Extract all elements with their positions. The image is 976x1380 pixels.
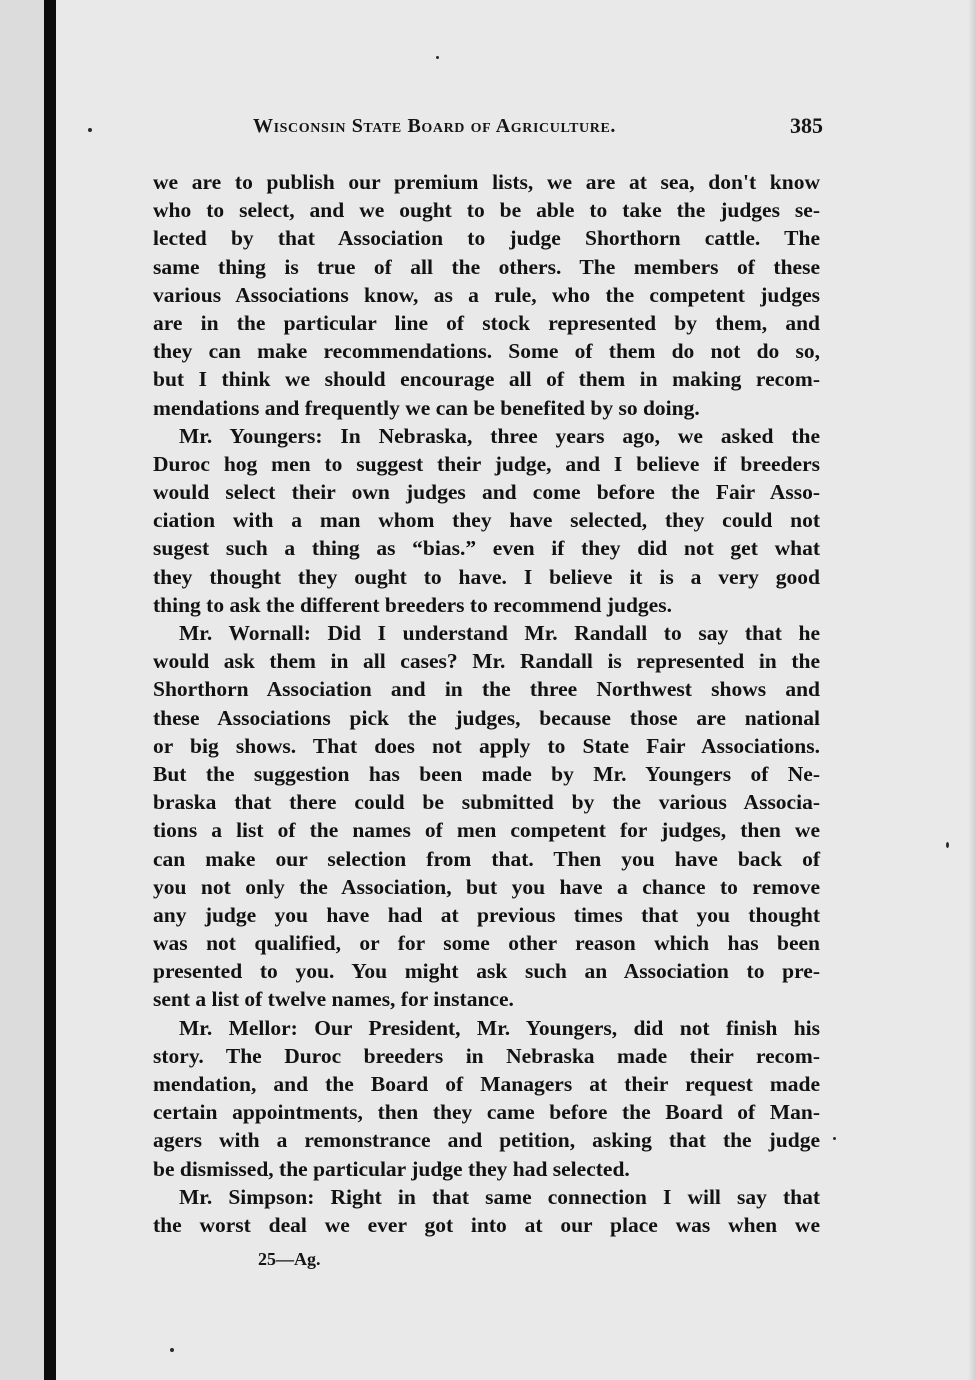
text-line: we are to publish our premium lists, we are at sea, don't know xyxy=(153,170,820,194)
text-line: can make our selection from that. Then you have back of xyxy=(153,846,820,871)
paragraph-start-wornall: Mr. Wornall: Did I understand Mr. Randall to say that he xyxy=(179,621,820,645)
paragraph-start-simpson: Mr. Simpson: Right in that same connection I will say that xyxy=(179,1184,820,1209)
running-title: Wisconsin State Board of Agriculture. xyxy=(253,115,617,137)
text-line: these Associations pick the judges, because those are national xyxy=(153,705,820,730)
signature-mark: 25—Ag. xyxy=(258,1249,321,1269)
paragraph-start-youngers: Mr. Youngers: In Nebraska, three years ago, we asked the xyxy=(179,423,820,448)
text-line: braska that there could be submitted by the various Associa- xyxy=(153,790,820,815)
text-line: was not qualified, or for some other reason which has been xyxy=(153,931,820,956)
text-line: But the suggestion has been made by Mr. Youngers of Ne- xyxy=(153,761,820,786)
text-line: thing to ask the different breeders to recommend judges. xyxy=(153,592,672,617)
text-line: ciation with a man whom they have selected, they could not xyxy=(153,508,820,533)
paragraph-start-mellor: Mr. Mellor: Our President, Mr. Youngers, did not finish his xyxy=(179,1015,820,1040)
book-spine-shadow xyxy=(44,0,56,1380)
text-line: they can make recommendations. Some of them do not do so, xyxy=(153,339,820,364)
paper-speck xyxy=(946,842,949,848)
text-line: Shorthorn Association and in the three Northwest shows and xyxy=(153,677,820,702)
text-line: lected by that Association to judge Shorthorn cattle. The xyxy=(153,226,820,251)
text-line: mendations and frequently we can be benefited by so doing. xyxy=(153,395,700,420)
body-text xyxy=(153,168,820,1239)
text-line: sugest such a thing as “bias.” even if they did not get what xyxy=(153,536,820,561)
text-line: they thought they ought to have. I believe it is a very good xyxy=(153,564,820,589)
text-line: mendation, and the Board of Managers at their request made xyxy=(153,1072,820,1096)
text-line: or big shows. That does not apply to State Fair Associations. xyxy=(153,733,820,758)
paper-speck xyxy=(170,1348,174,1352)
text-line: any judge you have had at previous times that you thought xyxy=(153,902,820,927)
paper-speck xyxy=(833,1137,836,1140)
text-line: be dismissed, the particular judge they had selected. xyxy=(153,1156,630,1181)
text-line: who to select, and we ought to be able to take the judges se- xyxy=(153,198,820,223)
text-line: various Associations know, as a rule, who the competent judges xyxy=(153,282,820,307)
text-line: you not only the Association, but you have a chance to remove xyxy=(153,874,820,899)
page-gutter xyxy=(0,0,44,1380)
paper-speck xyxy=(436,56,439,59)
text-line: tions a list of the names of men competent for judges, then we xyxy=(153,818,820,843)
page-edge xyxy=(968,0,976,1380)
text-line: would select their own judges and come before the Fair Asso- xyxy=(153,480,820,505)
page-header xyxy=(253,113,823,147)
paper-speck xyxy=(88,128,92,132)
text-line: but I think we should encourage all of them in making recom- xyxy=(153,367,820,392)
text-line: sent a list of twelve names, for instance. xyxy=(153,987,514,1012)
text-line: Duroc hog men to suggest their judge, and I believe if breeders xyxy=(153,451,820,476)
text-line: agers with a remonstrance and petition, asking that the judge xyxy=(153,1128,820,1153)
text-line: same thing is true of all the others. The members of these xyxy=(153,254,820,279)
text-line: presented to you. You might ask such an Association to pre- xyxy=(153,959,820,984)
text-line: story. The Duroc breeders in Nebraska made their recom- xyxy=(153,1043,820,1068)
text-line: would ask them in all cases? Mr. Randall is represented in the xyxy=(153,649,820,674)
text-line: are in the particular line of stock represented by them, and xyxy=(153,310,820,335)
page-number: 385 xyxy=(790,113,823,138)
text-line: the worst deal we ever got into at our place was when we xyxy=(153,1212,820,1237)
text-line: certain appointments, then they came before the Board of Man- xyxy=(153,1100,820,1125)
